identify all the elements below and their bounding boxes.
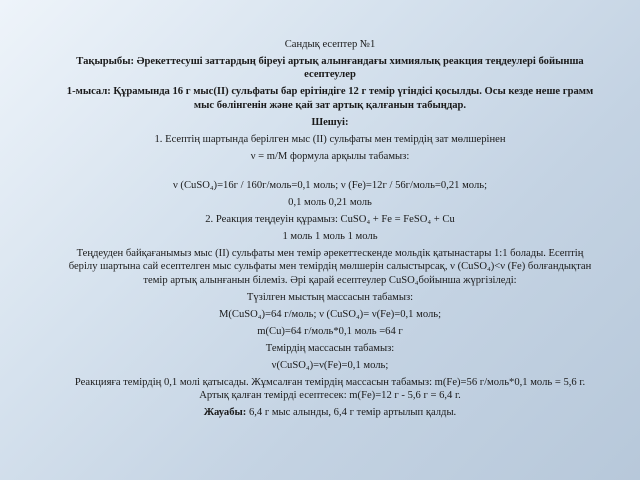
iron-paragraph: Реакцияға темірдің 0,1 молі қатысады. Жұмсалған темірдің массасын табамыз: m(Fe)=56 г/моль*0,1 моль = 5,6 г. Артық қалған темірді есептесек: m(Fe)=12 г - 5,6 г = 6,4 г. [74, 376, 586, 402]
answer-label: Жауабы: [203, 407, 247, 419]
step-1: 1. Есептің шартында берілген мыс (II) сульфаты мен темірдің зат мөлшерінен [154, 133, 506, 145]
topic-title: Тақырыбы: Әрекеттесуші заттардың біреуі артық алынғандағы химиялық реакция теңдеулері бойынша есептеулер [76, 56, 584, 81]
solution-title: Шешуі: [311, 116, 349, 128]
spacer [62, 167, 598, 179]
answer-line [62, 406, 598, 419]
formula-line: ν = m/M формула арқылы табамыз: [250, 150, 410, 162]
copper-calc-1: M(CuSO₄)=64 г/моль; ν (CuSO₄)= ν(Fe)=0,1 моль; [218, 308, 442, 320]
step-2: 2. Реакция теңдеуін құрамыз: CuSO₄ + Fe = FeSO₄ + Cu [205, 213, 455, 225]
analysis-paragraph: Теңдеуден байқағанымыз мыс (II) сульфаты мен темір әрекеттескенде мольдік қатынастары 1:1 болады. Есептің берілу шартына сай есептелген мыс сульфаты мен темірдің мөлшерін салыстырсақ, ν (CuSO₄)<ν (Fe) болғандықтан темір артық алынғанын білеміз. Әрі қарай есептеулер CuSO₄бойынша жүргізіледі: [68, 247, 592, 286]
calc-line-1: ν (CuSO₄)=16г / 160г/моль=0,1 моль; ν (Fe)=12г / 56г/моль=0,21 моль; [172, 179, 488, 191]
mol-row: 1 моль 1 моль 1 моль [282, 230, 378, 242]
slide-content [62, 38, 598, 423]
iron-calc: ν(CuSO₄)=ν(Fe)=0,1 моль; [271, 359, 389, 371]
iron-title: Темірдің массасын табамыз: [265, 342, 395, 354]
slide-heading: Сандық есептер №1 [284, 39, 376, 50]
answer-text: 6,4 г мыс алынды, 6,4 г темір артылып қалды. [248, 407, 457, 419]
calc-line-1b: 0,1 моль 0,21 моль [288, 196, 372, 208]
copper-calc-2: m(Cu)=64 г/моль*0,1 моль =64 г [257, 325, 403, 337]
problem-statement: 1-мысал: Құрамында 16 г мыс(II) сульфаты бар ерітіндіге 12 г темір үгіндісі қосылды. Осы кезде неше грамм мыс бөлінгенін және қай зат артық қалғанын табыңдар. [66, 86, 594, 111]
copper-title: Түзілген мыстың массасын табамыз: [246, 291, 414, 303]
